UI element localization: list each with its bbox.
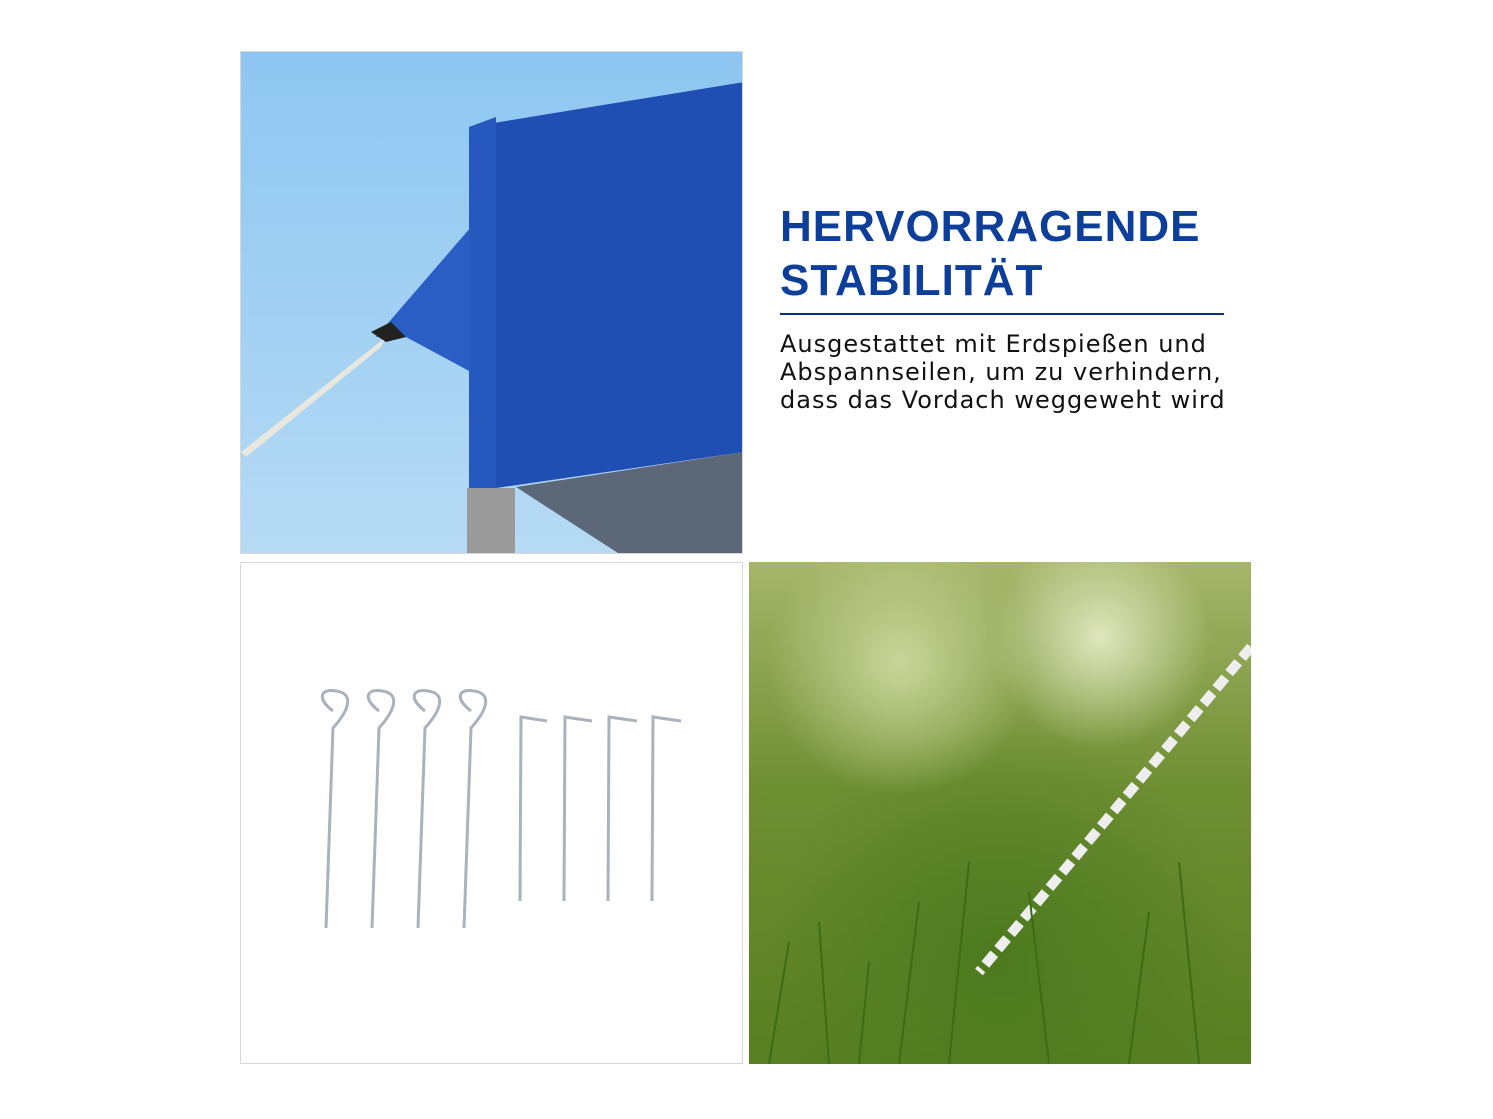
stake-in-grass-photo [749, 562, 1251, 1064]
hook-stakes [322, 690, 485, 928]
l-stakes [520, 717, 681, 901]
canopy-corner-photo [240, 51, 743, 554]
heading-divider [780, 313, 1224, 315]
feature-heading [780, 200, 1200, 308]
canopy-illustration [241, 52, 743, 554]
ground-stakes-photo [240, 562, 743, 1064]
frame-leg [467, 488, 515, 554]
canopy-flap [376, 227, 471, 372]
guy-rope [241, 337, 386, 457]
feature-description [780, 330, 1226, 414]
grass-illustration [749, 562, 1251, 1064]
description-line-3: dass das Vordach weggeweht wird [780, 386, 1226, 414]
heading-line-2: STABILITÄT [780, 256, 1044, 305]
description-line-2: Abspannseilen, um zu verhindern, [780, 358, 1222, 386]
canopy-side [469, 82, 743, 492]
stakes-illustration [241, 563, 743, 1064]
heading-line-1: HERVORRAGENDE [780, 202, 1201, 251]
rope [979, 647, 1251, 972]
description-line-1: Ausgestattet mit Erdspießen und [780, 330, 1207, 358]
